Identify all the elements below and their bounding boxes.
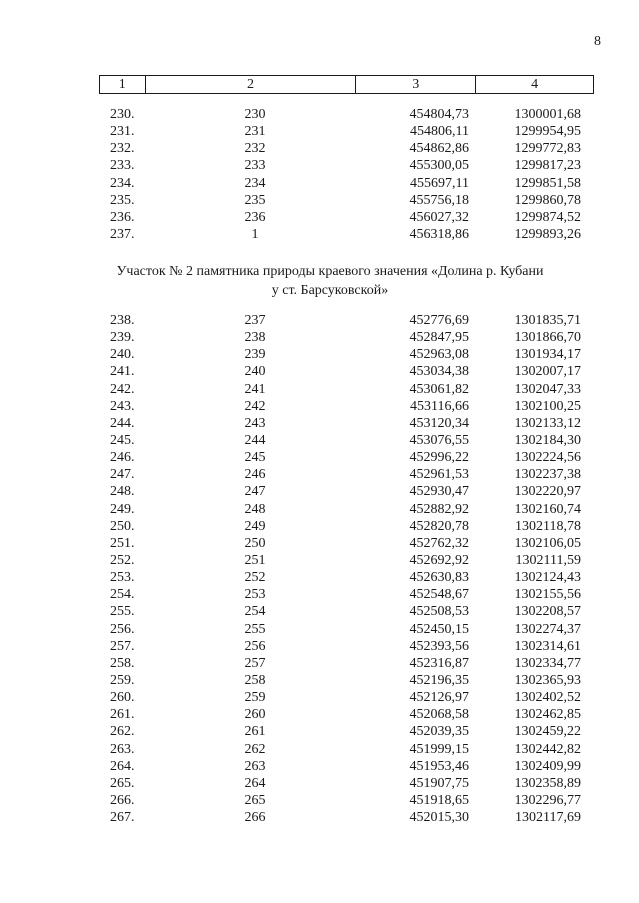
coordinate-y: 1302111,59 — [515, 552, 581, 568]
row-number: 248. — [110, 484, 135, 500]
point-number: 233 — [244, 158, 266, 174]
coordinate-y: 1302007,17 — [514, 364, 581, 380]
point-number: 1 — [251, 226, 259, 242]
row-number: 245. — [110, 432, 135, 448]
coordinate-y: 1301835,71 — [514, 313, 581, 328]
point-number: 247 — [244, 484, 266, 500]
coordinate-x: 452393,56 — [409, 638, 469, 654]
table-row — [0, 723, 639, 740]
point-number: 251 — [244, 552, 266, 568]
row-number: 233. — [110, 158, 135, 174]
coordinate-y: 1302224,56 — [514, 450, 581, 466]
coordinate-x: 454806,11 — [410, 124, 469, 140]
row-number: 241. — [110, 364, 135, 380]
row-number: 266. — [110, 792, 135, 808]
table-row — [0, 569, 639, 586]
point-number: 232 — [244, 141, 266, 157]
coordinate-x: 452630,83 — [409, 570, 469, 586]
point-number: 235 — [244, 192, 266, 208]
row-number: 235. — [110, 192, 135, 208]
row-number: 263. — [110, 741, 135, 757]
point-number: 245 — [244, 450, 266, 466]
row-number: 256. — [110, 621, 135, 637]
coordinate-x: 452450,15 — [409, 621, 469, 637]
coordinate-y: 1299817,23 — [514, 158, 581, 174]
coordinate-x: 454804,73 — [409, 107, 469, 122]
table-row — [0, 106, 639, 123]
coordinate-y: 1302100,25 — [514, 398, 581, 414]
point-number: 250 — [244, 535, 266, 551]
coordinate-x: 452820,78 — [409, 518, 469, 534]
coordinate-x: 452692,92 — [409, 552, 469, 568]
table-row — [0, 706, 639, 723]
coordinate-y: 1302334,77 — [514, 655, 581, 671]
table-row — [0, 758, 639, 775]
coordinate-y: 1302184,30 — [514, 432, 581, 448]
point-number: 261 — [244, 724, 266, 740]
point-number: 246 — [244, 467, 266, 483]
point-number: 249 — [244, 518, 266, 534]
coordinate-y: 1302106,05 — [514, 535, 581, 551]
coordinate-y: 1302124,43 — [514, 570, 581, 586]
coordinate-y: 1302118,78 — [515, 518, 581, 534]
table-row — [0, 621, 639, 638]
table-row — [0, 226, 639, 243]
row-number: 264. — [110, 758, 135, 774]
row-number: 252. — [110, 552, 135, 568]
coordinate-y: 1299772,83 — [514, 141, 581, 157]
coordinate-y: 1302296,77 — [514, 792, 581, 808]
coordinate-y: 1302409,99 — [514, 758, 581, 774]
coordinate-y: 1302314,61 — [514, 638, 581, 654]
point-number: 230 — [244, 107, 266, 122]
row-number: 250. — [110, 518, 135, 534]
coordinate-y: 1302358,89 — [514, 775, 581, 791]
row-number: 238. — [110, 313, 135, 328]
table-row — [0, 346, 639, 363]
coordinate-x: 451999,15 — [409, 741, 469, 757]
coordinate-x: 456318,86 — [409, 226, 469, 242]
coordinate-x: 452508,53 — [409, 604, 469, 620]
column-header-4: 4 — [476, 76, 594, 94]
coordinate-x: 452882,92 — [409, 501, 469, 517]
table-row — [0, 552, 639, 569]
point-number: 241 — [244, 381, 266, 397]
point-number: 236 — [244, 209, 266, 225]
coordinate-y: 1302442,82 — [514, 741, 581, 757]
section-title-line-1: Участок № 2 памятника природы краевого значения «Долина р. Кубани — [116, 264, 544, 279]
point-number: 254 — [244, 604, 266, 620]
coordinate-x: 452316,87 — [409, 655, 469, 671]
point-number: 266 — [244, 810, 266, 826]
point-number: 237 — [244, 313, 266, 328]
table-row — [0, 518, 639, 535]
point-number: 240 — [244, 364, 266, 380]
point-number: 264 — [244, 775, 266, 791]
row-number: 236. — [110, 209, 135, 225]
point-number: 231 — [244, 124, 266, 140]
point-number: 234 — [244, 175, 266, 191]
coordinate-x: 452996,22 — [409, 450, 469, 466]
point-number: 262 — [244, 741, 266, 757]
page-number: 8 — [594, 34, 601, 49]
row-number: 258. — [110, 655, 135, 671]
coordinate-x: 455697,11 — [410, 175, 469, 191]
coordinate-x: 453061,82 — [409, 381, 469, 397]
section-title — [60, 262, 600, 300]
row-number: 254. — [110, 587, 135, 603]
coordinate-x: 455756,18 — [409, 192, 469, 208]
point-number: 242 — [244, 398, 266, 414]
point-number: 252 — [244, 570, 266, 586]
row-number: 230. — [110, 107, 135, 122]
table-row — [0, 586, 639, 603]
point-number: 258 — [244, 672, 266, 688]
coordinate-y: 1302160,74 — [514, 501, 581, 517]
row-number: 232. — [110, 141, 135, 157]
coordinate-x: 453120,34 — [409, 415, 469, 431]
row-number: 260. — [110, 690, 135, 706]
coordinate-x: 452548,67 — [409, 587, 469, 603]
table-row — [0, 123, 639, 140]
coordinate-y: 1302237,38 — [514, 467, 581, 483]
table-row — [0, 312, 639, 329]
row-number: 247. — [110, 467, 135, 483]
point-number: 255 — [244, 621, 266, 637]
coordinate-x: 452126,97 — [409, 690, 469, 706]
coordinate-x: 453076,55 — [409, 432, 469, 448]
coordinate-x: 451953,46 — [409, 758, 469, 774]
table-row — [0, 638, 639, 655]
table-row — [0, 672, 639, 689]
row-number: 255. — [110, 604, 135, 620]
coordinate-y: 1302133,12 — [514, 415, 581, 431]
coordinate-x: 453034,38 — [409, 364, 469, 380]
table-row — [0, 398, 639, 415]
point-number: 253 — [244, 587, 266, 603]
coordinate-y: 1302402,52 — [514, 690, 581, 706]
table-row — [0, 432, 639, 449]
row-number: 231. — [110, 124, 135, 140]
coordinate-x: 451907,75 — [409, 775, 469, 791]
table-row — [0, 415, 639, 432]
row-number: 251. — [110, 535, 135, 551]
coordinate-y: 1302117,69 — [515, 810, 581, 826]
table-row — [0, 209, 639, 226]
table-row — [0, 535, 639, 552]
table-row — [0, 689, 639, 706]
coordinate-y: 1302459,22 — [514, 724, 581, 740]
coordinate-x: 453116,66 — [410, 398, 469, 414]
coordinate-x: 452930,47 — [409, 484, 469, 500]
coordinate-y: 1299893,26 — [514, 226, 581, 242]
coordinate-x: 452039,35 — [409, 724, 469, 740]
point-number: 243 — [244, 415, 266, 431]
coordinate-y: 1302155,56 — [514, 587, 581, 603]
point-number: 265 — [244, 792, 266, 808]
point-number: 263 — [244, 758, 266, 774]
section-title-line-2: у ст. Барсуковской» — [271, 283, 389, 298]
point-number: 239 — [244, 347, 266, 363]
table-row — [0, 655, 639, 672]
point-number: 256 — [244, 638, 266, 654]
coordinate-x: 451918,65 — [409, 792, 469, 808]
point-number: 238 — [244, 330, 266, 346]
coordinate-y: 1299874,52 — [514, 209, 581, 225]
table-row — [0, 381, 639, 398]
coordinate-x: 452015,30 — [409, 810, 469, 826]
coordinate-y: 1302047,33 — [514, 381, 581, 397]
coordinate-x: 452068,58 — [409, 707, 469, 723]
point-number: 248 — [244, 501, 266, 517]
table-row — [0, 483, 639, 500]
point-number: 257 — [244, 655, 266, 671]
coordinate-x: 452776,69 — [409, 313, 469, 328]
coordinate-x: 456027,32 — [409, 209, 469, 225]
row-number: 261. — [110, 707, 135, 723]
table-row — [0, 329, 639, 346]
row-number: 262. — [110, 724, 135, 740]
point-number: 259 — [244, 690, 266, 706]
column-header-row — [100, 76, 594, 94]
column-header-1: 1 — [100, 76, 146, 94]
table-row — [0, 501, 639, 518]
row-number: 259. — [110, 672, 135, 688]
row-number: 246. — [110, 450, 135, 466]
column-header-3: 3 — [356, 76, 476, 94]
coordinate-y: 1302274,37 — [514, 621, 581, 637]
row-number: 265. — [110, 775, 135, 791]
table-row — [0, 449, 639, 466]
coordinate-y: 1301934,17 — [514, 347, 581, 363]
row-number: 243. — [110, 398, 135, 414]
table-row — [0, 175, 639, 192]
table-row — [0, 809, 639, 826]
table-row — [0, 741, 639, 758]
row-number: 237. — [110, 226, 135, 242]
row-number: 257. — [110, 638, 135, 654]
column-header-table — [99, 75, 594, 94]
coordinate-x: 452196,35 — [409, 672, 469, 688]
coordinate-y: 1302208,57 — [514, 604, 581, 620]
coordinate-x: 452847,95 — [409, 330, 469, 346]
table-row — [0, 140, 639, 157]
point-number: 260 — [244, 707, 266, 723]
coordinate-x: 452963,08 — [409, 347, 469, 363]
row-number: 244. — [110, 415, 135, 431]
coordinate-rows-section-2 — [0, 312, 639, 826]
table-row — [0, 192, 639, 209]
column-header-2: 2 — [145, 76, 356, 94]
table-row — [0, 466, 639, 483]
coordinate-x: 452762,32 — [409, 535, 469, 551]
coordinate-x: 454862,86 — [409, 141, 469, 157]
row-number: 253. — [110, 570, 135, 586]
coordinate-rows-section-1 — [0, 106, 639, 243]
coordinate-y: 1299860,78 — [514, 192, 581, 208]
coordinate-y: 1299851,58 — [514, 175, 581, 191]
table-row — [0, 363, 639, 380]
point-number: 244 — [244, 432, 266, 448]
row-number: 249. — [110, 501, 135, 517]
row-number: 267. — [110, 810, 135, 826]
row-number: 239. — [110, 330, 135, 346]
coordinate-y: 1302462,85 — [514, 707, 581, 723]
coordinate-x: 452961,53 — [409, 467, 469, 483]
coordinate-y: 1299954,95 — [514, 124, 581, 140]
table-row — [0, 775, 639, 792]
row-number: 234. — [110, 175, 135, 191]
table-row — [0, 603, 639, 620]
coordinate-y: 1302365,93 — [514, 672, 581, 688]
row-number: 242. — [110, 381, 135, 397]
row-number: 240. — [110, 347, 135, 363]
coordinate-y: 1301866,70 — [514, 330, 581, 346]
coordinate-y: 1300001,68 — [514, 107, 581, 122]
table-row — [0, 792, 639, 809]
table-row — [0, 157, 639, 174]
coordinate-x: 455300,05 — [409, 158, 469, 174]
coordinate-y: 1302220,97 — [514, 484, 581, 500]
